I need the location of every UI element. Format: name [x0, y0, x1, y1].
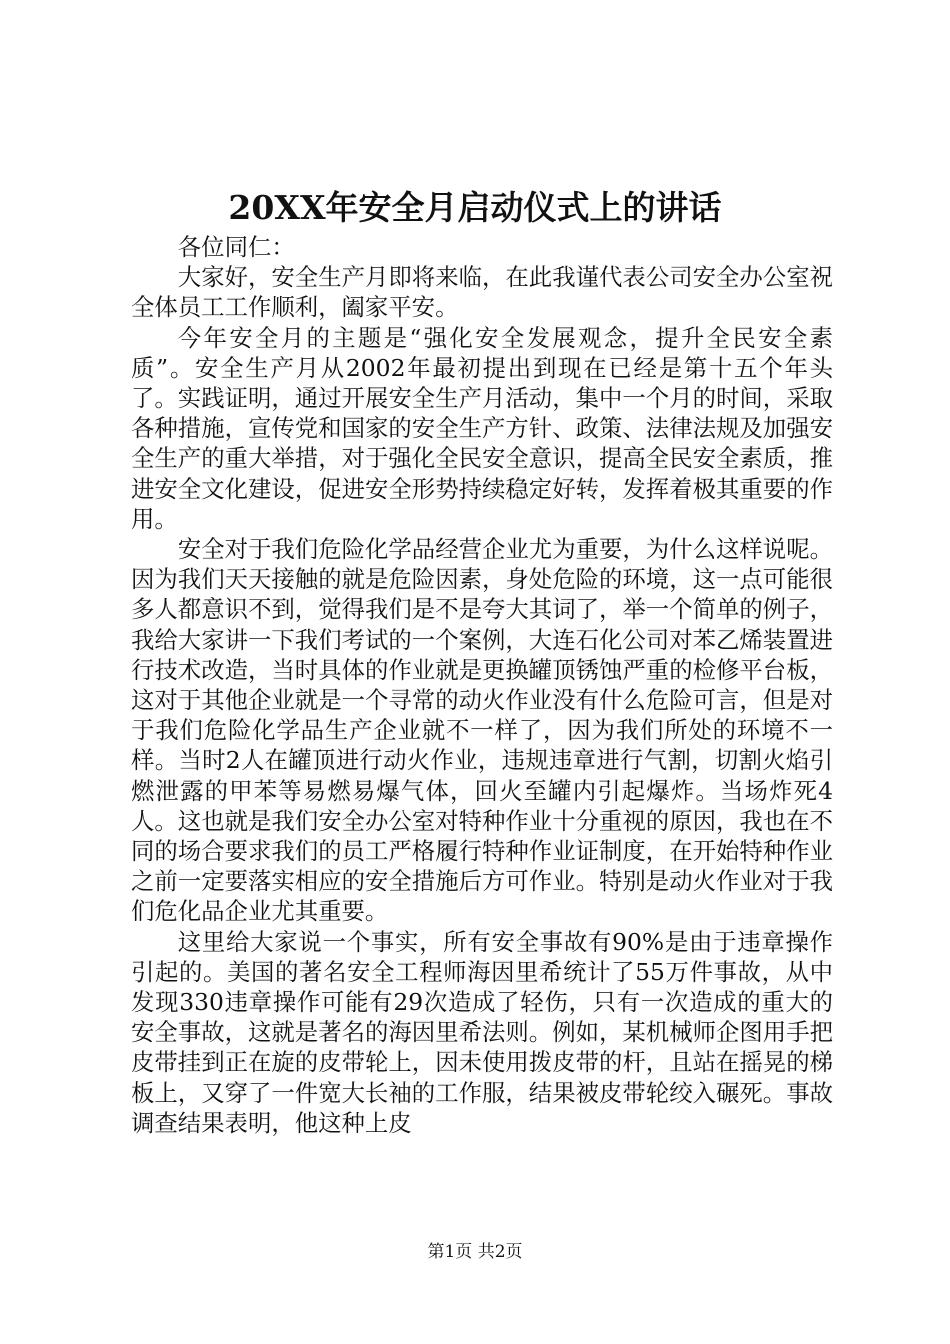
- paragraph-importance: 安全对于我们危险化学品经营企业尤为重要，为什么这样说呢。因为我们天天接触的就是危险因素，身处危险的环境，这一点可能很多人都意识不到，觉得我们是不是夸大其词了，举一个简单的例子，我给大家讲一下我们考试的一个案例，大连石化公司对苯乙烯装置进行技术改造，当时具体的作业就是更换罐顶锈蚀严重的检修平台板，这对于其他企业就是一个寻常的动火作业没有什么危险可言，但是对于我们危险化学品生产企业就不一样了，因为我们所处的环境不一样。当时2人在罐顶进行动火作业，违规违章进行气割，切割火焰引燃泄露的甲苯等易燃易爆气体，回火至罐内引起爆炸。当场炸死4人。这也就是我们安全办公室对特种作业十分重视的原因，我也在不同的场合要求我们的员工严格履行特种作业证制度，在开始特种作业之前一定要落实相应的安全措施后方可作业。特别是动火作业对于我们危化品企业尤其重要。: [131, 535, 833, 926]
- document-title: 20XX年安全月启动仪式上的讲话: [228, 188, 722, 227]
- document-body: [131, 232, 833, 1138]
- page-footer: 第1页 共2页: [427, 1242, 523, 1262]
- paragraph-theme: 今年安全月的主题是“强化安全发展观念，提升全民安全素质”。安全生产月从2002年最初提出到现在已经是第十五个年头了。实践证明，通过开展安全生产月活动，集中一个月的时间，采取各种措施，宣传党和国家的安全生产方针、政策、法律法规及加强安全生产的重大举措，对于强化全民安全意识，提高全民安全素质，推进安全文化建设，促进安全形势持续稳定好转，发挥着极其重要的作用。: [131, 323, 833, 533]
- salutation: 各位同仁：: [177, 233, 295, 261]
- paragraph-heinrich: 这里给大家说一个事实，所有安全事故有90%是由于违章操作引起的。美国的著名安全工程师海因里希统计了55万件事故，从中发现330违章操作可能有29次造成了轻伤，只有一次造成的重大的安全事故，这就是著名的海因里希法则。例如，某机械师企图用手把皮带挂到正在旋的皮带轮上，因未使用拨皮带的杆，且站在摇晃的梯板上，又穿了一件宽大长袖的工作服，结果被皮带轮绞入碾死。事故调查结果表明，他这种上皮: [131, 927, 833, 1137]
- paragraph-greeting: 大家好，安全生产月即将来临，在此我谨代表公司安全办公室祝全体员工工作顺利，阖家平安。: [131, 263, 833, 322]
